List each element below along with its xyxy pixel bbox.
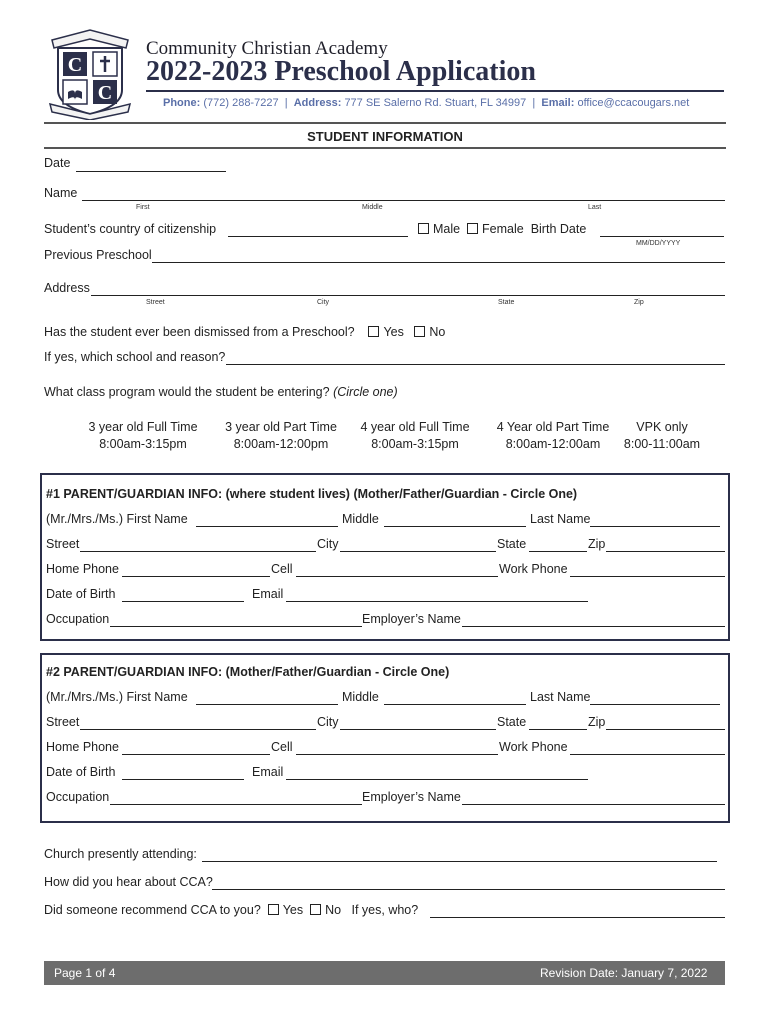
previous-preschool-field[interactable]: [152, 262, 725, 263]
page-title: 2022-2023 Preschool Application: [146, 56, 536, 87]
yes-label: Yes: [282, 903, 304, 917]
previous-preschool-label: Previous Preschool: [44, 248, 152, 262]
p2-state-field[interactable]: [529, 729, 587, 730]
no-label: No: [325, 903, 342, 917]
female-label: Female: [482, 222, 524, 236]
hear-field[interactable]: [212, 889, 725, 890]
hear-label: How did you hear about CCA?: [44, 875, 213, 889]
gender-group: [418, 222, 586, 236]
p1-cell-field[interactable]: [296, 576, 498, 577]
male-label: Male: [433, 222, 461, 236]
p1-street-label: Street: [46, 537, 80, 551]
p2-zip-field[interactable]: [606, 729, 725, 730]
p2-occupation-field[interactable]: [110, 804, 362, 805]
date-label: Date: [44, 156, 71, 170]
p2-middle-label: Middle: [342, 690, 379, 704]
p1-occupation-field[interactable]: [110, 626, 362, 627]
p1-street-field[interactable]: [80, 551, 316, 552]
p2-middle-field[interactable]: [384, 704, 526, 705]
p1-work-phone-label: Work Phone: [499, 562, 568, 576]
female-checkbox[interactable]: [467, 223, 478, 234]
program-question: What class program would the student be entering? (Circle one): [44, 385, 398, 399]
p2-state-label: State: [497, 715, 527, 729]
no-label: No: [429, 325, 446, 339]
which-school-field[interactable]: [226, 364, 725, 365]
p2-first-name-label: (Mr./Mrs./Ms.) First Name: [46, 690, 188, 704]
dismissed-question: [44, 325, 445, 339]
parent2-title: #2 PARENT/GUARDIAN INFO: (Mother/Father/Guardian - Circle One): [46, 665, 450, 679]
p2-last-name-label: Last Name: [530, 690, 591, 704]
recommend-no-checkbox[interactable]: [310, 904, 321, 915]
church-field[interactable]: [202, 861, 717, 862]
p1-email-label: Email: [252, 587, 284, 601]
address-field[interactable]: [91, 295, 725, 296]
p2-cell-field[interactable]: [296, 754, 498, 755]
who-label: If yes, who?: [351, 903, 419, 917]
p1-employer-field[interactable]: [462, 626, 725, 627]
page-number: Page 1 of 4: [54, 966, 116, 980]
dismissed-label: Has the student ever been dismissed from a Preschool?: [44, 325, 355, 339]
male-checkbox[interactable]: [418, 223, 429, 234]
church-label: Church presently attending:: [44, 847, 197, 861]
citizenship-field[interactable]: [228, 236, 408, 237]
state-sublabel: State: [498, 299, 515, 306]
p1-city-field[interactable]: [340, 551, 496, 552]
contact-line: Phone: (772) 288-7227 | Address: 777 SE Salerno Rd. Stuart, FL 34997 | Email: office@ccacougars.net: [163, 97, 690, 109]
p2-email-label: Email: [252, 765, 284, 779]
p1-middle-label: Middle: [342, 512, 379, 526]
address-label: Address: [44, 281, 90, 295]
program-option[interactable]: 3 year old Part Time 8:00am-12:00pm: [225, 420, 337, 451]
p2-street-label: Street: [46, 715, 80, 729]
city-sublabel: City: [317, 299, 330, 306]
first-sublabel: First: [136, 204, 150, 211]
street-sublabel: Street: [146, 299, 165, 306]
name-field[interactable]: [82, 200, 725, 201]
dismissed-yes-checkbox[interactable]: [368, 326, 379, 337]
recommend-yes-checkbox[interactable]: [268, 904, 279, 915]
p2-work-phone-label: Work Phone: [499, 740, 568, 754]
p1-dob-field[interactable]: [122, 601, 244, 602]
zip-sublabel: Zip: [634, 299, 644, 306]
p1-state-label: State: [497, 537, 527, 551]
date-field[interactable]: [76, 171, 226, 172]
p2-employer-field[interactable]: [462, 804, 725, 805]
p1-first-name-field[interactable]: [196, 526, 338, 527]
p2-city-field[interactable]: [340, 729, 496, 730]
parent1-title: #1 PARENT/GUARDIAN INFO: (where student lives) (Mother/Father/Guardian - Circle One): [46, 487, 578, 501]
date-format-hint: MM/DD/YYYY: [636, 240, 681, 247]
p1-cell-label: Cell: [271, 562, 293, 576]
p1-home-phone-label: Home Phone: [46, 562, 119, 576]
p1-employer-label: Employer’s Name: [362, 612, 461, 626]
p1-middle-field[interactable]: [384, 526, 526, 527]
p1-last-name-field[interactable]: [590, 526, 720, 527]
section-rule-bottom: [44, 147, 726, 149]
p2-employer-label: Employer’s Name: [362, 790, 461, 804]
revision-date: Revision Date: January 7, 2022: [540, 966, 708, 980]
p2-cell-label: Cell: [271, 740, 293, 754]
last-sublabel: Last: [588, 204, 602, 211]
citizenship-label: Student’s country of citizenship: [44, 222, 217, 236]
title-rule: [146, 90, 724, 92]
which-school-label: If yes, which school and reason?: [44, 350, 226, 364]
p2-occupation-label: Occupation: [46, 790, 110, 804]
p1-last-name-label: Last Name: [530, 512, 591, 526]
middle-sublabel: Middle: [362, 204, 383, 211]
yes-label: Yes: [383, 325, 404, 339]
p1-email-field[interactable]: [286, 601, 588, 602]
name-label: Name: [44, 186, 78, 200]
p1-home-phone-field[interactable]: [122, 576, 270, 577]
p1-zip-label: Zip: [588, 537, 606, 551]
svg-text:C: C: [97, 82, 113, 104]
program-option[interactable]: 3 year old Full Time 8:00am-3:15pm: [88, 420, 198, 451]
p1-work-phone-field[interactable]: [570, 576, 725, 577]
birth-date-field[interactable]: [600, 236, 724, 237]
p2-first-name-field[interactable]: [196, 704, 338, 705]
school-name: Community Christian Academy: [146, 38, 388, 59]
p2-dob-label: Date of Birth: [46, 765, 116, 779]
program-option[interactable]: VPK only 8:00-11:00am: [623, 420, 701, 451]
p2-city-label: City: [317, 715, 339, 729]
recommend-label: Did someone recommend CCA to you?: [44, 903, 261, 917]
p1-occupation-label: Occupation: [46, 612, 110, 626]
p1-first-name-label: (Mr./Mrs./Ms.) First Name: [46, 512, 188, 526]
p1-city-label: City: [317, 537, 339, 551]
program-option[interactable]: 4 Year old Part Time 8:00am-12:00am: [496, 420, 610, 451]
school-logo: [44, 28, 136, 120]
p1-zip-field[interactable]: [606, 551, 725, 552]
p1-dob-label: Date of Birth: [46, 587, 116, 601]
p2-zip-label: Zip: [588, 715, 606, 729]
p2-last-name-field[interactable]: [590, 704, 720, 705]
dismissed-no-checkbox[interactable]: [414, 326, 425, 337]
birth-date-label: Birth Date: [530, 222, 587, 236]
program-option[interactable]: 4 year old Full Time 8:00am-3:15pm: [360, 420, 470, 451]
p2-home-phone-field[interactable]: [122, 754, 270, 755]
who-field[interactable]: [430, 917, 725, 918]
svg-text:C: C: [67, 54, 83, 76]
p2-street-field[interactable]: [80, 729, 316, 730]
p2-email-field[interactable]: [286, 779, 588, 780]
p1-state-field[interactable]: [529, 551, 587, 552]
section-title: STUDENT INFORMATION: [307, 129, 463, 144]
p2-dob-field[interactable]: [122, 779, 244, 780]
p2-home-phone-label: Home Phone: [46, 740, 119, 754]
p2-work-phone-field[interactable]: [570, 754, 725, 755]
recommend-question: [44, 903, 418, 917]
section-rule-top: [44, 122, 726, 124]
